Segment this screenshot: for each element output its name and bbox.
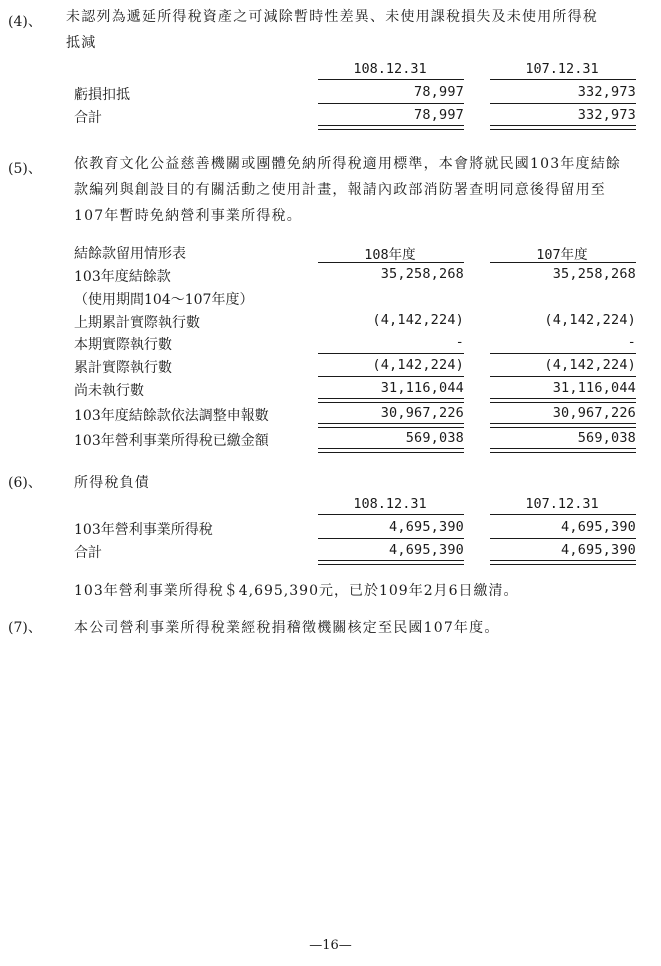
s5-row-value-2: 35,258,268 <box>552 266 636 282</box>
s4-subtotal-rule-1 <box>318 103 464 104</box>
s4-col2-header-rule <box>490 79 636 80</box>
s6-col2-header-rule <box>490 514 636 515</box>
s5-double-rule-2 <box>490 398 636 403</box>
section-5-line-3: 107年暫時免納營利事業所得稅。 <box>74 208 302 224</box>
s4-row-value-2: 332,973 <box>577 84 636 100</box>
s6-note: 103年營利事業所得稅＄4,695,390元，已於109年2月6日繳清。 <box>74 583 519 599</box>
s5-row-value-2: 30,967,226 <box>552 405 636 421</box>
s5-rule-1 <box>318 376 464 377</box>
s5-row-value-1: 35,258,268 <box>380 266 464 282</box>
section-4-heading <box>66 4 598 56</box>
s5-row-label: 累計實際執行數 <box>74 360 172 376</box>
s5-subtotal-rule-2 <box>490 353 636 354</box>
s6-total-label: 合計 <box>74 545 102 561</box>
s4-row-value-1: 78,997 <box>414 84 464 100</box>
s4-col1-header-rule <box>318 79 464 80</box>
section-4-marker: (4)、 <box>8 14 42 30</box>
s5-row-value-2: 569,038 <box>577 430 636 446</box>
s5-double-rule-6 <box>490 448 636 453</box>
s5-rule-2 <box>490 376 636 377</box>
s6-row-value-2: 4,695,390 <box>561 519 636 535</box>
section-6-title: 所得稅負債 <box>74 475 150 491</box>
s5-row-label: 本期實際執行數 <box>74 337 172 353</box>
section-4-heading-line-1: 未認列為遞延所得稅資產之可減除暫時性差異、未使用課稅損失及未使用所得稅 <box>66 9 598 25</box>
s5-row-value-1: (4,142,224) <box>372 357 464 373</box>
s5-row-label: 103年度結餘款依法調整申報數 <box>74 408 269 424</box>
s6-col1-header: 108.12.31 <box>353 496 427 512</box>
s4-col1-header: 108.12.31 <box>353 61 427 77</box>
section-5-line-2: 款編列與創設目的有關活動之使用計畫，報請內政部消防署查明同意後得留用至 <box>74 182 606 198</box>
s6-subtotal-rule-2 <box>490 538 636 539</box>
page-number: —16— <box>309 938 352 953</box>
s5-row-value-2: - <box>627 334 636 350</box>
s6-col2-header: 107.12.31 <box>525 496 599 512</box>
s6-row-value-1: 4,695,390 <box>389 519 464 535</box>
s4-double-rule-2 <box>490 125 636 130</box>
s5-row-label: （使用期間104～107年度） <box>74 292 254 308</box>
s5-row-value-1: (4,142,224) <box>372 312 464 328</box>
s5-double-rule-5 <box>318 448 464 453</box>
s5-row-label: 尚未執行數 <box>74 383 144 399</box>
s6-total-value-1: 4,695,390 <box>389 542 464 558</box>
s4-row-label: 虧損扣抵 <box>74 87 130 103</box>
s4-col2-header: 107.12.31 <box>525 61 599 77</box>
s5-double-rule-3 <box>318 423 464 428</box>
section-5-marker: (5)、 <box>8 161 42 177</box>
s5-col2-header: 107年度 <box>536 247 588 263</box>
s5-row-label: 103年營利事業所得稅已繳金額 <box>74 433 269 449</box>
s5-double-rule-4 <box>490 423 636 428</box>
s5-row-label: 上期累計實際執行數 <box>74 315 200 331</box>
s5-row-value-1: - <box>455 334 464 350</box>
s5-row-label: 103年度結餘款 <box>74 269 171 285</box>
section-6-marker: (6)、 <box>8 475 42 491</box>
section-7-marker: (7)、 <box>8 620 42 636</box>
s5-row-value-1: 31,116,044 <box>380 380 464 396</box>
s6-row-label: 103年營利事業所得稅 <box>74 522 213 538</box>
section-7-text: 本公司營利事業所得稅業經稅捐稽徵機關核定至民國107年度。 <box>74 620 500 636</box>
s6-total-value-2: 4,695,390 <box>561 542 636 558</box>
s5-row-value-2: (4,142,224) <box>544 357 636 373</box>
s5-subtotal-rule-1 <box>318 353 464 354</box>
s4-total-label: 合計 <box>74 110 102 126</box>
s5-col1-header-rule <box>318 262 464 263</box>
s4-subtotal-rule-2 <box>490 103 636 104</box>
s6-double-rule-2 <box>490 560 636 565</box>
section-5-paragraph <box>74 151 621 229</box>
s5-col2-header-rule <box>490 262 636 263</box>
s5-col1-header: 108年度 <box>364 247 416 263</box>
s6-col1-header-rule <box>318 514 464 515</box>
s6-double-rule-1 <box>318 560 464 565</box>
s6-subtotal-rule-1 <box>318 538 464 539</box>
s5-row-value-1: 569,038 <box>405 430 464 446</box>
s5-row-value-2: (4,142,224) <box>544 312 636 328</box>
section-4-heading-line-2: 抵減 <box>66 35 97 51</box>
s5-table-title: 結餘款留用情形表 <box>74 246 186 262</box>
section-5-line-1: 依教育文化公益慈善機關或團體免納所得稅適用標準，本會將就民國103年度結餘 <box>74 156 622 172</box>
s4-double-rule-1 <box>318 125 464 130</box>
s4-total-value-1: 78,997 <box>414 107 464 123</box>
s5-double-rule-1 <box>318 398 464 403</box>
s4-total-value-2: 332,973 <box>577 107 636 123</box>
s5-row-value-2: 31,116,044 <box>552 380 636 396</box>
s5-row-value-1: 30,967,226 <box>380 405 464 421</box>
